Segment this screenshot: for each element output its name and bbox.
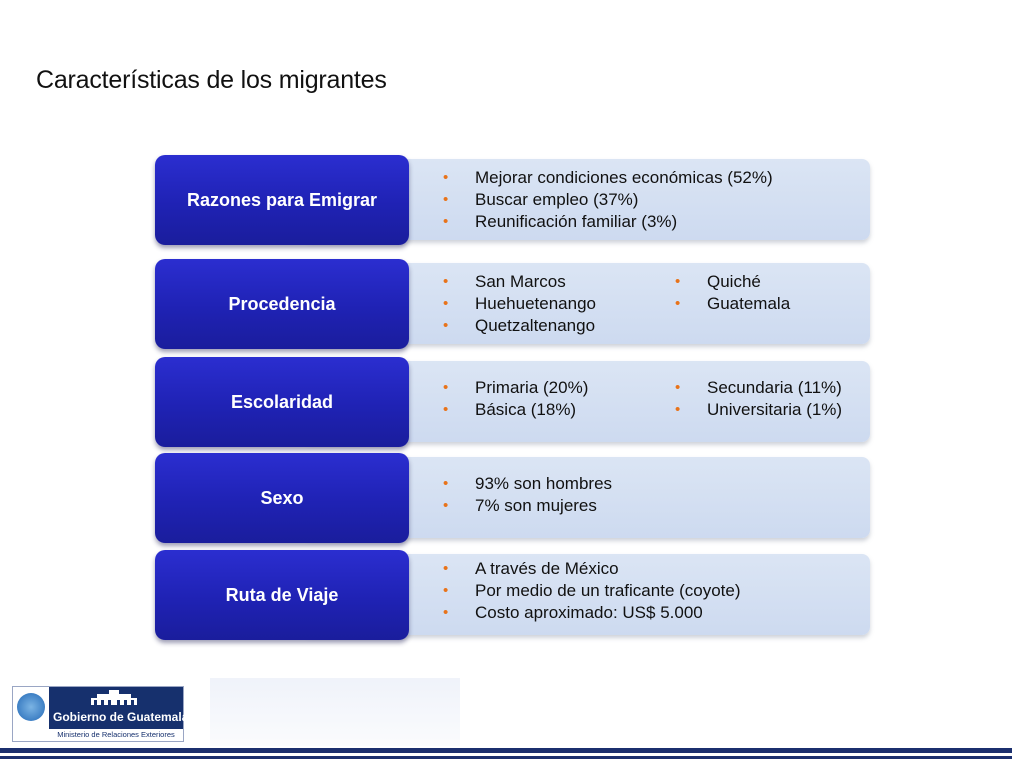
bullet-icon: • — [675, 401, 681, 418]
bullet-icon: • — [443, 191, 449, 208]
logo-banner — [49, 687, 189, 729]
list-item: • Reunificación familiar (3%) — [443, 212, 678, 231]
row-procedencia — [155, 259, 870, 349]
list-item: • Quiché — [675, 272, 761, 291]
bullet-column — [443, 167, 773, 233]
logo-title: Gobierno de Guatemala — [53, 710, 189, 724]
list-item: • Primaria (20%) — [443, 378, 589, 397]
list-item: • Mejorar condiciones económicas (52%) — [443, 168, 773, 187]
list-item: • Guatemala — [675, 294, 791, 313]
bullet-icon: • — [443, 169, 449, 186]
row-sexo — [155, 453, 870, 543]
list-item: • Universitaria (1%) — [675, 400, 843, 419]
bullet-icon: • — [443, 317, 449, 334]
bullet-column — [675, 377, 842, 421]
bullet-icon: • — [443, 401, 449, 418]
list-item: • A través de México — [443, 559, 619, 578]
list-item: • 93% son hombres — [443, 474, 613, 493]
row-label: Procedencia — [155, 259, 409, 349]
row-razones — [155, 155, 870, 245]
footer-divider — [0, 748, 1012, 753]
bullet-icon: • — [675, 273, 681, 290]
logo-subtitle: Ministerio de Relaciones Exteriores — [57, 730, 175, 739]
coat-of-arms-icon — [17, 693, 45, 721]
list-item: • 7% son mujeres — [443, 496, 597, 515]
list-item: • Costo aproximado: US$ 5.000 — [443, 603, 703, 622]
list-item: • San Marcos — [443, 272, 566, 291]
bullet-column — [443, 558, 741, 624]
list-item: • Quetzaltenango — [443, 316, 596, 335]
list-item: • Básica (18%) — [443, 400, 577, 419]
row-ruta — [155, 550, 870, 640]
bullet-icon: • — [443, 582, 449, 599]
bullet-icon: • — [443, 273, 449, 290]
list-item: • Huehuetenango — [443, 294, 597, 313]
list-item: • Secundaria (11%) — [675, 378, 842, 397]
bullet-icon: • — [443, 379, 449, 396]
row-label: Ruta de Viaje — [155, 550, 409, 640]
row-label: Razones para Emigrar — [155, 155, 409, 245]
bullet-icon: • — [443, 560, 449, 577]
palace-icon — [89, 690, 139, 706]
bullet-icon: • — [443, 213, 449, 230]
footer-divider — [0, 756, 1012, 759]
bullet-icon: • — [443, 475, 449, 492]
row-label: Sexo — [155, 453, 409, 543]
bullet-column — [443, 473, 612, 517]
bullet-icon: • — [675, 379, 681, 396]
bullet-column — [675, 271, 790, 315]
row-escolaridad — [155, 357, 870, 447]
bullet-icon: • — [675, 295, 681, 312]
list-item: • Por medio de un traficante (coyote) — [443, 581, 741, 600]
bullet-column — [443, 377, 588, 421]
bullet-icon: • — [443, 295, 449, 312]
bullet-icon: • — [443, 604, 449, 621]
bullet-icon: • — [443, 497, 449, 514]
government-logo — [12, 686, 189, 742]
list-item: • Buscar empleo (37%) — [443, 190, 639, 209]
row-label: Escolaridad — [155, 357, 409, 447]
palace-watermark — [210, 678, 460, 746]
slide-title: Características de los migrantes — [36, 66, 387, 94]
bullet-column — [443, 271, 596, 337]
